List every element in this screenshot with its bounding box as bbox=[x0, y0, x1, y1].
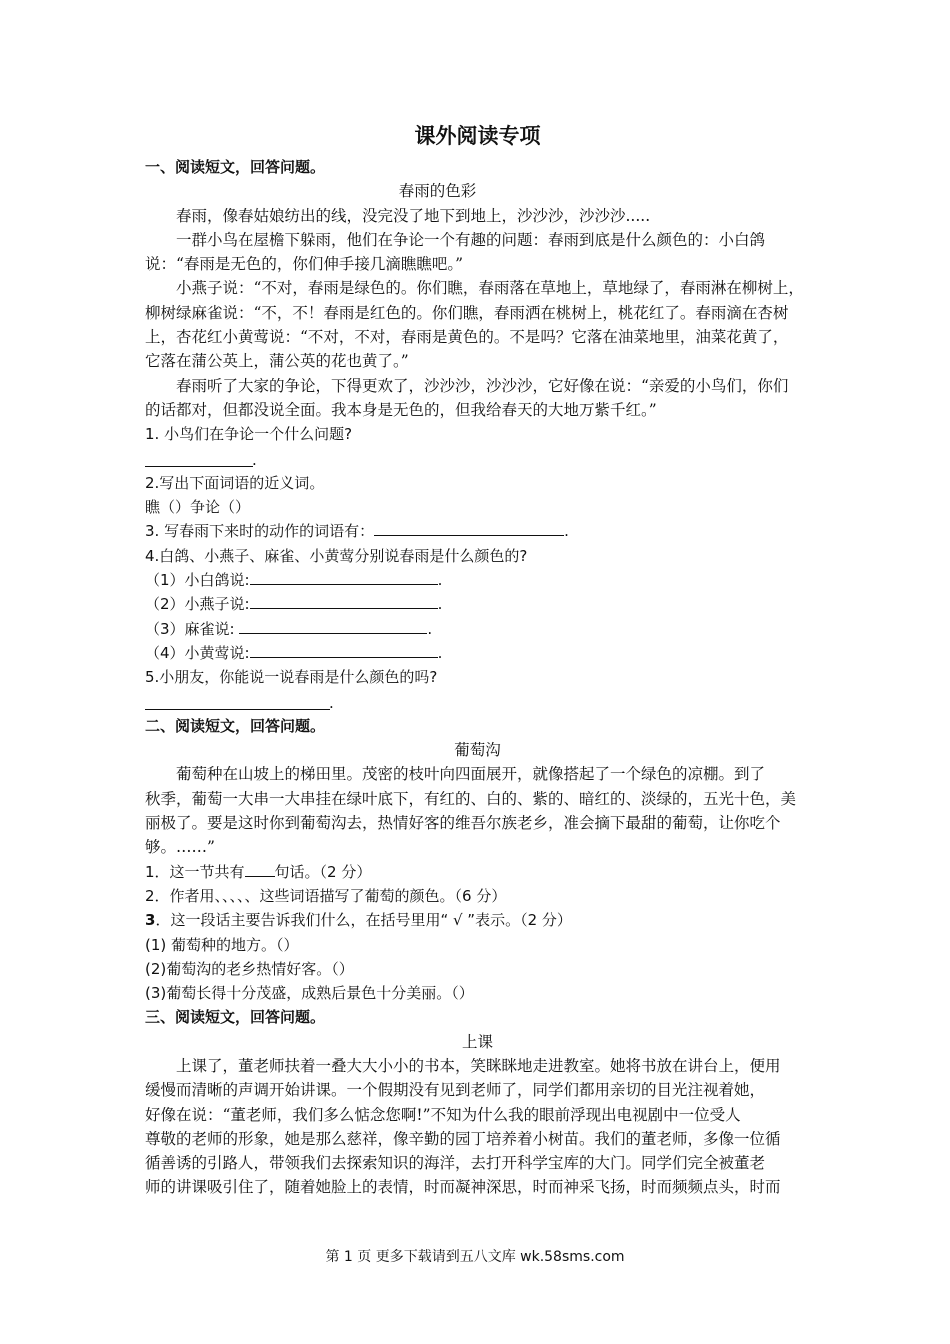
passage-1-line: 春雨听了大家的争论，下得更欢了，沙沙沙，沙沙沙，它好像在说：“亲爱的小鸟们，你们 bbox=[176, 376, 789, 395]
passage-3-title: 上课 bbox=[461, 1032, 493, 1051]
passage-2-line: 葡萄种在山坡上的梯田里。茂密的枝叶向四面展开，就像搭起了一个绿色的凉棚。到了 bbox=[176, 765, 766, 784]
passage-1-line: 柳树绿麻雀说：“不，不！春雨是红色的。你们瞧，春雨洒在桃树上，桃花红了。春雨滴在杏树 bbox=[145, 303, 789, 322]
answer-period: . bbox=[329, 693, 334, 712]
passage-1-line: 的话都对，但都没说全面。我本身是无色的，但我给春天的大地万紫千红。” bbox=[145, 400, 657, 419]
question-2-1-pre: 1．这一节共有 bbox=[145, 862, 245, 881]
answer-blank[interactable] bbox=[245, 860, 275, 877]
answer-blank[interactable] bbox=[374, 519, 564, 536]
passage-1-line: 它落在蒲公英上，蒲公英的花也黄了。” bbox=[145, 352, 409, 371]
question-1-4: 4.白鸽、小燕子、麻雀、小黄莺分别说春雨是什么颜色的? bbox=[145, 546, 528, 565]
answer-blank[interactable] bbox=[145, 450, 253, 467]
passage-1-line: 春雨，像春姑娘纺出的线，没完没了地下到地上，沙沙沙，沙沙沙..... bbox=[176, 206, 651, 225]
question-1-4-d bbox=[145, 641, 810, 665]
question-1-3-text: 3. 写春雨下来时的动作的词语有： bbox=[145, 522, 375, 541]
question-2-3-number: 3 bbox=[145, 911, 156, 930]
answer-period: . bbox=[437, 643, 443, 662]
question-2-3 bbox=[145, 908, 810, 932]
passage-2-line: 够。……” bbox=[145, 838, 215, 857]
question-1-4-a bbox=[145, 568, 810, 592]
answer-blank[interactable] bbox=[250, 592, 438, 609]
sub-question-label: （4）小黄莺说: bbox=[145, 643, 250, 662]
passage-1-title: 春雨的色彩 bbox=[398, 182, 477, 201]
passage-3-line: 缓慢而清晰的声调开始讲课。一个假期没有见到老师了，同学们都用亲切的目光注视着她， bbox=[145, 1081, 766, 1100]
passage-1-line: 上，杏花红小黄莺说：“不对，不对，春雨是黄色的。不是吗？它落在油菜地里，油菜花黄了， bbox=[145, 328, 789, 347]
option-2-3-3: (3)葡萄长得十分茂盛，成熟后景色十分美丽。（） bbox=[145, 984, 474, 1003]
answer-blank[interactable] bbox=[239, 617, 427, 634]
question-1-4-b bbox=[145, 592, 810, 616]
answer-line-1-5[interactable] bbox=[145, 690, 810, 714]
answer-period: . bbox=[252, 450, 257, 469]
question-1-1: 1. 小鸟们在争论一个什么问题? bbox=[145, 425, 353, 444]
section-1-heading: 一、阅读短文，回答问题。 bbox=[145, 158, 326, 176]
answer-period: . bbox=[427, 619, 433, 638]
question-2-2: 2．作者用、、、、、这些词语描写了葡萄的颜色。（6 分） bbox=[145, 886, 507, 905]
answer-period: . bbox=[564, 522, 569, 541]
passage-1-line: 小燕子说：“不对，春雨是绿色的。你们瞧，春雨落在草地上，草地绿了，春雨淋在柳树上， bbox=[176, 279, 804, 298]
passage-3-line: 尊敬的老师的形象，她是那么慈祥，像辛勤的园丁培养着小树苗。我们的董老师，多像一位循 bbox=[145, 1129, 781, 1148]
answer-line-1-1[interactable] bbox=[145, 447, 810, 471]
passage-3-line: 循善诱的引路人，带领我们去探索知识的海洋，去打开科学宝库的大门。同学们完全被董老 bbox=[145, 1154, 766, 1173]
passage-3-line: 上课了，董老师扶着一叠大大小小的书本，笑眯眯地走进教室。她将书放在讲台上，便用 bbox=[176, 1056, 781, 1075]
question-2-3-text: ．这一段话主要告诉我们什么，在括号里用“ √ ”表示。（2 分） bbox=[155, 911, 572, 930]
passage-1-line: 说：“春雨是无色的，你们伸手接几滴瞧瞧吧。” bbox=[145, 255, 464, 274]
answer-period: . bbox=[437, 571, 443, 590]
section-2-heading: 二、阅读短文，回答问题。 bbox=[145, 716, 326, 735]
sub-question-label: （1）小白鸽说: bbox=[145, 571, 250, 590]
document-page bbox=[145, 120, 810, 1200]
page-title: 课外阅读专项 bbox=[414, 124, 541, 148]
passage-1-line: 一群小鸟在屋檐下躲雨，他们在争论一个有趣的问题：春雨到底是什么颜色的：小白鸽 bbox=[176, 230, 766, 249]
answer-blank[interactable] bbox=[145, 693, 330, 710]
passage-2-line: 丽极了。要是这时你到葡萄沟去，热情好客的维吾尔族老乡，准会摘下最甜的葡萄，让你吃个 bbox=[145, 814, 781, 833]
answer-period: . bbox=[437, 595, 443, 614]
question-1-3 bbox=[145, 519, 810, 543]
question-1-2: 2.写出下面词语的近义词。 bbox=[145, 473, 325, 492]
passage-2-line: 秋季，葡萄一大串一大串挂在绿叶底下，有红的、白的、紫的、暗红的、淡绿的，五光十色，美 bbox=[145, 789, 797, 808]
question-2-1 bbox=[145, 860, 810, 884]
sub-question-label: （2）小燕子说: bbox=[145, 595, 250, 614]
question-1-2-words: 瞧（）争论（） bbox=[145, 498, 251, 517]
passage-3-line: 好像在说：“董老师，我们多么惦念您啊!”不知为什么我的眼前浮现出电视剧中一位受人 bbox=[145, 1105, 741, 1124]
question-2-1-post: 句话。（2 分） bbox=[274, 862, 372, 881]
answer-blank[interactable] bbox=[250, 568, 438, 585]
option-2-3-1: (1) 葡萄种的地方。（） bbox=[145, 935, 299, 954]
passage-3-line: 师的讲课吸引住了，随着她脸上的表情，时而凝神深思，时而神采飞扬，时而频频点头，时而 bbox=[145, 1178, 781, 1197]
page-footer: 第 1 页 更多下载请到五八文库 wk.58sms.com bbox=[325, 1249, 625, 1265]
question-1-5: 5.小朋友，你能说一说春雨是什么颜色的吗? bbox=[145, 668, 438, 687]
option-2-3-2: (2)葡萄沟的老乡热情好客。（） bbox=[145, 959, 354, 978]
passage-2-title: 葡萄沟 bbox=[454, 741, 501, 760]
answer-blank[interactable] bbox=[250, 641, 438, 658]
question-1-4-c bbox=[145, 617, 810, 641]
section-3-heading: 三、阅读短文，回答问题。 bbox=[145, 1008, 326, 1027]
sub-question-label: （3）麻雀说: bbox=[145, 619, 240, 638]
